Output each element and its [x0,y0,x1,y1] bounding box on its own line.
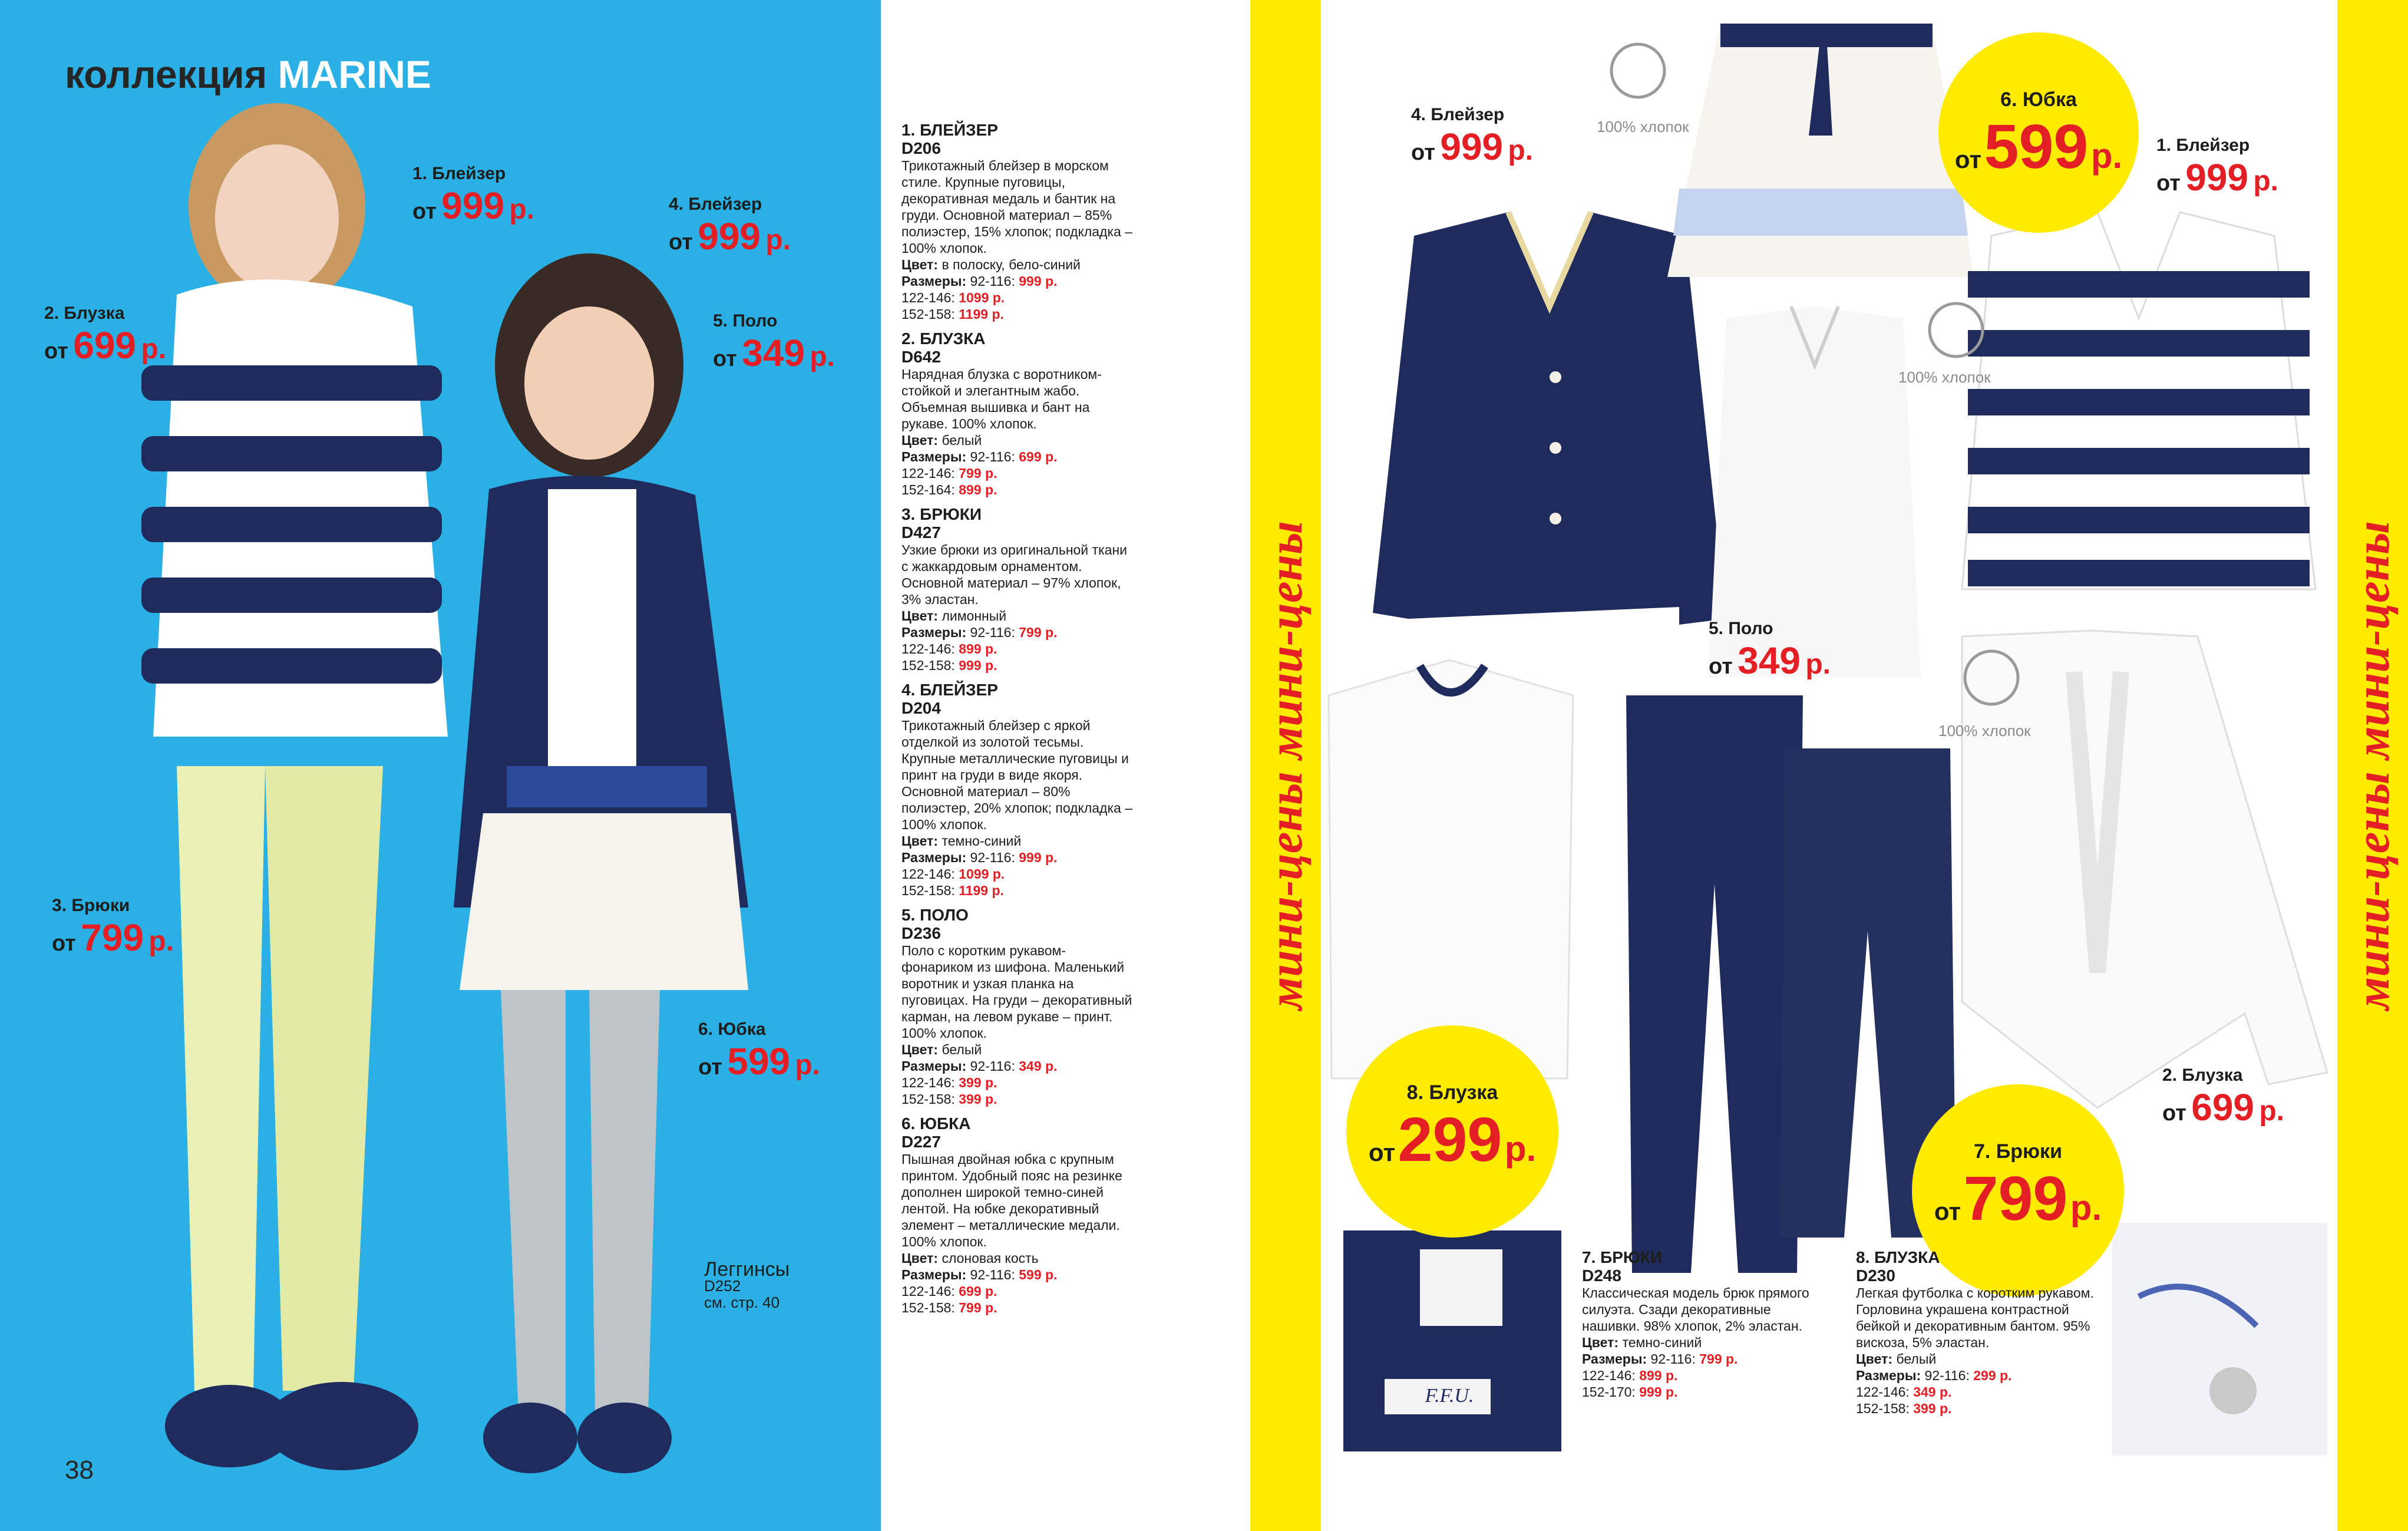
currency: р. [2253,165,2279,197]
sizes-label: Размеры: [1582,1351,1647,1367]
photo-label-blouse-2 [44,303,166,367]
from-word: от [1411,140,1435,165]
size-range: 122-146: [1582,1368,1636,1383]
size-price: 999 р. [1019,273,1058,289]
size-row [1856,1384,2109,1400]
size-row [901,1283,1137,1299]
size-range: 152-164: [901,482,955,497]
photo-label-trousers-3 [52,896,174,959]
product-code: D206 [901,139,941,157]
product-code: D227 [901,1133,941,1151]
color-value: лимонный [942,608,1007,623]
size-row [901,1058,1137,1074]
product-text: Трикотажный блейзер с яркой отделкой из золотой тесьмы. Крупные металлические пуговицы и принт на груди в виде якоря. Основной материал – 80% полиэстер, 20% хлопок; подкладка – 100% хлопок. [901,718,1133,832]
price: 699 [2191,1085,2255,1129]
size-price: 349 р. [1019,1058,1058,1074]
size-price: 999 р. [1019,850,1058,865]
size-row [901,1091,1137,1107]
size-range: 92-116: [970,449,1015,464]
product-color [1856,1351,2109,1367]
price-circle-skirt-6 [1938,32,2139,233]
label-polo-5 [1709,619,1831,682]
label-text: 5. Поло [713,311,778,331]
size-row [1582,1384,1824,1400]
label-text: 2. Блузка [44,303,125,323]
from-word: от [1954,146,1982,173]
product-color [901,1041,1137,1058]
size-range: 152-158: [901,1300,955,1315]
currency: р. [810,341,835,372]
product-color [1582,1334,1824,1351]
size-range: 122-146: [901,466,955,481]
circle-price: 799 [1963,1164,2068,1233]
product-title: 3. БРЮКИ [901,505,982,523]
sizes-label: Размеры: [901,449,967,464]
collection-title [65,52,431,97]
size-row [901,641,1137,657]
sizes-label: Размеры: [901,273,967,289]
size-range: 92-116: [1924,1368,1970,1383]
size-price: 799 р. [959,466,997,481]
color-label: Цвет: [901,433,939,448]
leggings-ref: см. стр. 40 [704,1294,780,1311]
product-text: Трикотажный блейзер в морском стиле. Крупные пуговицы, декоративная медаль и бантик на груди. Основной материал – 85% полиэстер, 15% хлопок; подкладка – 100% хлопок. [901,158,1133,256]
skirt-image [1667,24,1974,277]
product-title: 2. БЛУЗКА [901,329,986,348]
size-range: 92-116: [970,625,1015,640]
size-row [901,273,1137,289]
color-label: Цвет: [901,1042,939,1057]
currency: р. [1508,134,1534,166]
size-price: 799 р. [1699,1351,1738,1367]
collection-title-prefix: коллекция [65,52,267,96]
from-word: от [44,338,68,364]
size-row [901,448,1137,465]
product-title: 4. БЛЕЙЗЕР [901,681,998,699]
size-row [901,465,1137,481]
product-title: 6. ЮБКА [901,1114,971,1133]
description-column [901,121,1137,1323]
size-row [1582,1367,1824,1384]
size-price: 1099 р. [959,290,1005,305]
from-word: от [2162,1100,2186,1126]
size-range: 92-116: [970,1267,1015,1282]
tshirt-blouse-image [1329,660,1573,1078]
currency: р. [795,1049,821,1081]
page-number: 38 [65,1456,94,1484]
size-price: 1099 р. [959,866,1005,882]
price: 999 [2185,156,2249,199]
color-value: в полоску, бело-синий [942,257,1081,272]
cotton-label: 100% хлопок [1938,722,2031,740]
from-word: от [698,1054,722,1080]
product-title: 5. ПОЛО [901,906,969,924]
size-price: 899 р. [959,482,997,497]
currency: р. [2090,136,2123,176]
product-code: D236 [901,924,941,942]
size-range: 92-116: [1650,1351,1696,1367]
price: 999 [698,215,761,258]
product-title: 8. БЛУЗКА [1856,1248,1940,1266]
patch-text: F.F.U. [1425,1385,1474,1407]
trousers-image [1626,695,1956,1273]
color-label: Цвет: [901,608,939,623]
white-blouse-image [1962,631,2327,1108]
product-description [901,329,1137,498]
size-row [901,866,1137,882]
size-price: 799 р. [1019,625,1058,640]
size-price: 999 р. [959,658,997,673]
photo-label-blazer-4 [669,194,791,258]
size-range: 122-146: [901,1283,955,1299]
price: 799 [81,916,144,959]
side-banner-text: мини-цены мини-цены [2346,521,2399,1010]
product-title: 7. БРЮКИ [1582,1248,1663,1266]
from-word: от [713,346,737,371]
product-color [901,608,1137,624]
size-row [901,1299,1137,1316]
size-range: 122-146: [901,290,955,305]
sizes-label: Размеры: [1856,1368,1921,1383]
product-text: Узкие брюки из оригинальной ткани с жаккардовым орнаментом. Основной материал – 97% хлопок, 3% эластан. [901,542,1127,607]
cotton-label: 100% хлопок [1597,118,1689,136]
size-row [901,306,1137,322]
product-description [1582,1248,1824,1400]
product-code: D427 [901,523,941,542]
price-circle-blouse-8 [1346,1025,1558,1238]
size-price: 799 р. [959,1300,997,1315]
price: 599 [727,1040,791,1083]
size-row [901,1266,1137,1283]
size-range: 122-146: [901,641,955,656]
size-row [901,624,1137,641]
size-price: 1199 р. [959,883,1004,898]
size-price: 699 р. [959,1283,997,1299]
product-color [901,256,1137,273]
size-price: 1199 р. [959,306,1004,322]
label-text: 2. Блузка [2162,1065,2243,1085]
product-description [901,505,1137,674]
color-value: слоновая кость [942,1250,1039,1266]
sizes-label: Размеры: [901,1267,967,1282]
size-range: 152-158: [1856,1401,1910,1416]
price: 349 [1738,639,1801,682]
size-row [1856,1400,2109,1417]
color-label: Цвет: [901,833,939,849]
size-range: 92-116: [970,850,1015,865]
color-label: Цвет: [1582,1335,1619,1350]
size-price: 999 р. [1639,1384,1678,1400]
circle-price: 299 [1398,1105,1502,1174]
size-price: 699 р. [1019,449,1058,464]
size-price: 599 р. [1019,1267,1058,1282]
collection-title-name: MARINE [278,52,431,96]
circle-label: 7. Брюки [1974,1140,2062,1163]
product-text: Классическая модель брюк прямого силуэта. Сзади декоративные нашивки. 98% хлопок, 2% эластан. [1582,1285,1809,1334]
size-range: 152-158: [901,658,955,673]
currency: р. [141,333,167,365]
size-range: 92-116: [970,1058,1015,1074]
price: 699 [73,324,137,367]
product-color [901,432,1137,448]
size-row [1856,1367,2109,1384]
color-label: Цвет: [1856,1351,1893,1367]
size-range: 152-158: [901,306,955,322]
label-text: 1. Блейзер [2156,136,2250,155]
from-word: от [1709,654,1733,679]
circle-label: 8. Блузка [1406,1081,1498,1104]
product-text: Пышная двойная юбка с крупным принтом. Удобный пояс на резинке дополнен широкой темно-синей лентой. На юбке декоративный элемент – металлические медали. 100% хлопок. [901,1151,1122,1249]
size-range: 122-146: [901,866,955,882]
product-text: Поло с коротким рукавом-фонариком из шифона. Маленький воротник и узкая планка на пуговицах. На груди – декоративный карман, на левом рукаве – принт. 100% хлопок. [901,943,1132,1041]
from-word: от [669,229,693,255]
sizes-label: Размеры: [901,625,967,640]
from-word: от [52,931,76,956]
label-text: 6. Юбка [698,1019,766,1039]
size-row [1582,1351,1824,1367]
product-title: 1. БЛЕЙЗЕР [901,121,998,139]
product-description [901,121,1137,322]
price: 999 [441,184,505,227]
side-banner-text: мини-цены мини-цены [1258,521,1312,1010]
price: 999 [1440,125,1504,168]
product-text: Легкая футболка с коротким рукавом. Горловина украшена контрастной бейкой и декоративным бантом. 95% вискоза, 5% эластан. [1856,1285,2094,1350]
currency: р. [765,224,791,256]
size-row [901,882,1137,899]
side-banner-right [2337,0,2408,1531]
sizes-label: Размеры: [901,850,967,865]
color-label: Цвет: [901,257,939,272]
product-code: D248 [1582,1266,1621,1285]
photo-label-skirt-6 [698,1019,820,1083]
label-text: 4. Блейзер [1411,105,1505,124]
description-blouse-8 [1856,1248,2109,1417]
side-banner-left [1250,0,1321,1531]
color-value: темно-синий [942,833,1022,849]
size-price: 399 р. [959,1075,997,1090]
circle-price: 599 [1984,112,2089,182]
color-value: белый [942,1042,982,1057]
label-text: 5. Поло [1709,619,1773,638]
product-color [901,1250,1137,1266]
from-word: от [412,199,437,224]
leggings-code: D252 [704,1277,741,1295]
skirt-detail-image [2112,1223,2327,1456]
product-description [901,681,1137,899]
label-blazer-4 [1411,105,1533,169]
color-value: белый [1896,1351,1937,1367]
currency: р. [2259,1095,2285,1127]
label-text: 4. Блейзер [669,194,762,214]
cotton-label: 100% хлопок [1898,368,1991,386]
color-label: Цвет: [901,1250,939,1266]
product-code: D204 [901,699,941,717]
size-row [901,481,1137,498]
currency: р. [1504,1129,1537,1169]
size-price: 399 р. [959,1091,997,1107]
size-row [901,1074,1137,1091]
leggings-title: Леггинсы [704,1258,790,1281]
size-row [901,849,1137,866]
product-description [1856,1248,2109,1417]
color-value: темно-синий [1622,1335,1702,1350]
currency: р. [148,925,174,957]
size-price: 899 р. [959,641,997,656]
label-blazer-1 [2156,136,2278,199]
product-description [901,906,1137,1107]
label-text: 1. Блейзер [412,164,506,183]
size-price: 349 р. [1913,1384,1952,1400]
photo-label-blazer-1 [412,164,534,227]
description-trousers-7 [1582,1248,1824,1400]
size-range: 152-158: [901,1091,955,1107]
product-description [901,1114,1137,1316]
size-range: 152-158: [901,883,955,898]
from-word: от [1934,1197,1961,1225]
currency: р. [509,193,535,225]
currency: р. [1805,648,1831,680]
from-word: от [2156,170,2181,196]
currency: р. [2070,1188,2102,1228]
photo-label-polo-5 [713,311,835,375]
product-code: D230 [1856,1266,1895,1285]
product-text: Нарядная блузка с воротником-стойкой и элегантным жабо. Объемная вышивка и бант на рукаве. 100% хлопок. [901,367,1102,431]
size-price: 299 р. [1973,1368,2012,1383]
color-value: белый [942,433,982,448]
leggings-note [704,1258,790,1311]
product-code: D642 [901,348,941,366]
label-blouse-2 [2162,1065,2284,1129]
size-range: 122-146: [1856,1384,1910,1400]
size-range: 92-116: [970,273,1015,289]
price: 349 [742,331,805,374]
striped-blazer-image [1962,212,2315,589]
size-row [901,289,1137,306]
label-text: 3. Брюки [52,896,130,915]
sizes-label: Размеры: [901,1058,967,1074]
circle-label: 6. Юбка [2000,88,2077,111]
size-range: 152-170: [1582,1384,1636,1400]
girl-left-figure [141,103,448,1470]
product-color [901,833,1137,849]
from-word: от [1368,1139,1396,1166]
size-range: 122-146: [901,1075,955,1090]
size-price: 399 р. [1913,1401,1952,1416]
size-price: 899 р. [1639,1368,1678,1383]
garments-illustration [1314,0,2339,1531]
size-row [901,657,1137,674]
